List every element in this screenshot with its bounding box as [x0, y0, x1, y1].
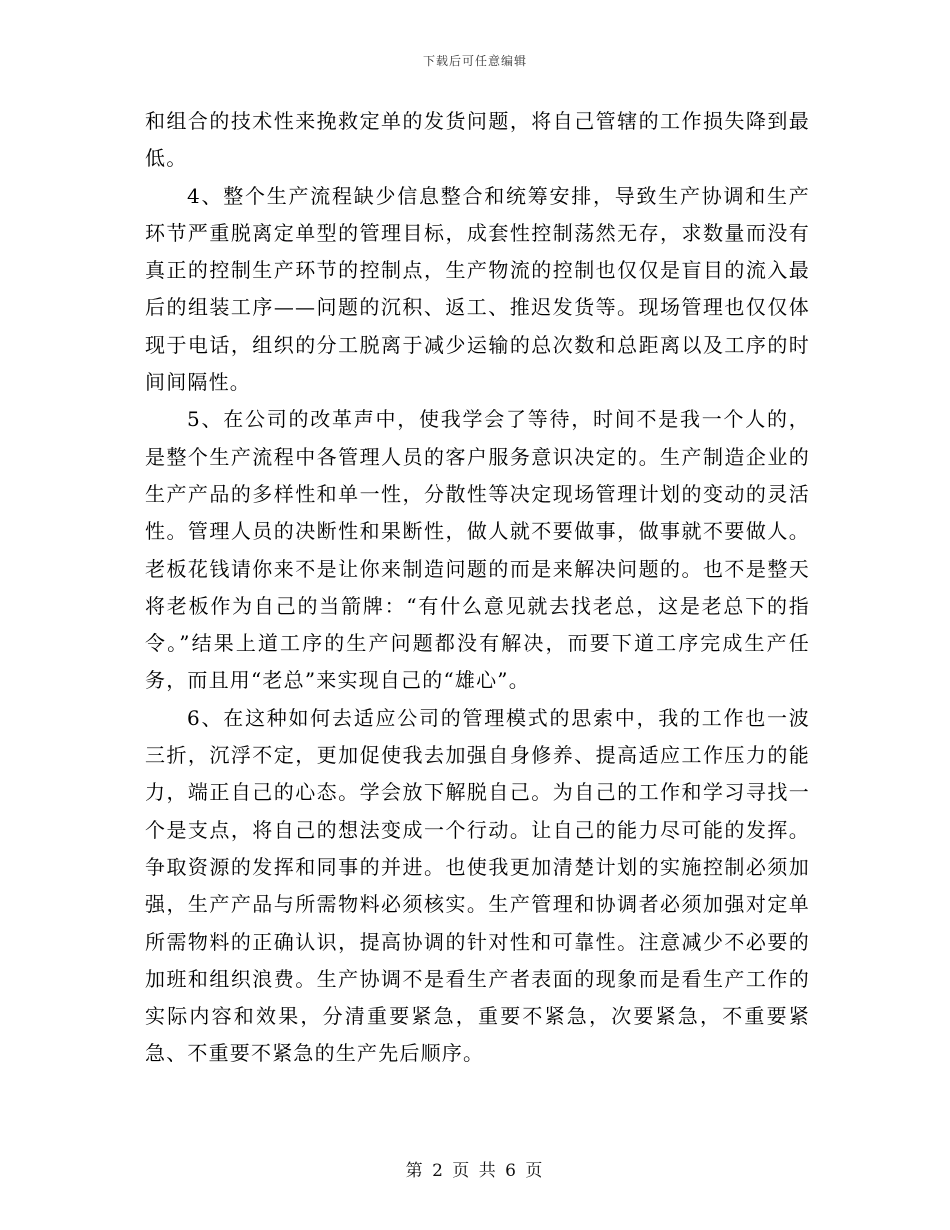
- body-text: [145, 103, 810, 1073]
- paragraph-item-4: 4、整个生产流程缺少信息整合和统筹安排，导致生产协调和生产环节严重脱离定单型的管理目标，成套性控制荡然无存，求数量而没有真正的控制生产环节的控制点，生产物流的控制也仅仅是盲目的流入最后的组装工序——问题的沉积、返工、推迟发货等。现场管理也仅仅体现于电话，组织的分工脱离于减少运输的总次数和总距离以及工序的时间间隔性。: [145, 183, 810, 395]
- paragraph-item-5: 5、在公司的改革声中，使我学会了等待，时间不是我一个人的，是整个生产流程中各管理人员的客户服务意识决定的。生产制造企业的生产产品的多样性和单一性，分散性等决定现场管理计划的变动的灵活性。管理人员的决断性和果断性，做人就不要做事，做事就不要做人。老板花钱请你来不是让你来制造问题的而是来解决问题的。也不是整天将老板作为自己的当箭牌：“有什么意见就去找老总，这是老总下的指令。”结果上道工序的生产问题都没有解决，而要下道工序完成生产任务，而且用“老总”来实现自己的“雄心”。: [145, 407, 810, 693]
- paragraph-continuation: 和组合的技术性来挽救定单的发货问题，将自己管辖的工作损失降到最低。: [145, 109, 810, 171]
- page-number-footer: 第 2 页 共 6 页: [405, 1161, 545, 1181]
- paragraph-item-6: 6、在这种如何去适应公司的管理模式的思索中，我的工作也一波三折，沉浮不定，更加促使我去加强自身修养、提高适应工作压力的能力，端正自己的心态。学会放下解脱自己。为自己的工作和学习寻找一个是支点，将自己的想法变成一个行动。让自己的能力尽可能的发挥。争取资源的发挥和同事的并进。也使我更加清楚计划的实施控制必须加强，生产产品与所需物料必须核实。生产管理和协调者必须加强对定单所需物料的正确认识，提高协调的针对性和可靠性。注意减少不必要的加班和组织浪费。生产协调不是看生产者表面的现象而是看生产工作的实际内容和效果，分清重要紧急，重要不紧急，次要紧急，不重要紧急、不重要不紧急的生产先后顺序。: [145, 705, 810, 1066]
- header-note: 下载后可任意编辑: [422, 54, 527, 68]
